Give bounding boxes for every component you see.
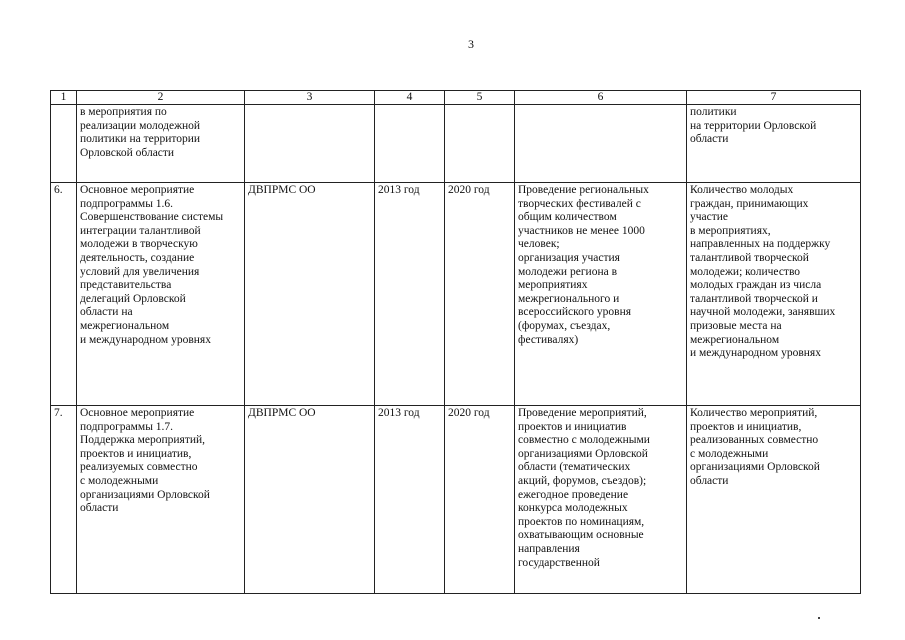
cell-number: 6.: [51, 183, 77, 406]
cell-start-year: 2013 год: [375, 406, 445, 594]
cell-end-year: [445, 105, 515, 183]
column-number-4: 4: [375, 91, 445, 105]
column-number-6: 6: [515, 91, 687, 105]
table-row-continuation: [51, 105, 861, 183]
cell-executor: ДВПРМС ОО: [245, 183, 375, 406]
column-number-7: 7: [687, 91, 861, 105]
cell-indicator: политики на территории Орловской области: [687, 105, 861, 183]
column-number-1: 1: [51, 91, 77, 105]
cell-executor: [245, 105, 375, 183]
cell-expected-result: [515, 105, 687, 183]
cell-end-year: 2020 год: [445, 406, 515, 594]
cell-start-year: 2013 год: [375, 183, 445, 406]
cell-expected-result: Проведение региональных творческих фестивалей с общим количеством участников не менее 1000 человек; организация участия молодежи региона в мероприятиях межрегионального и всероссийского уровня (форумах, съездах, фестивалях): [515, 183, 687, 406]
table-row: [51, 183, 861, 406]
page-number: 3: [468, 37, 474, 51]
column-number-2: 2: [77, 91, 245, 105]
column-number-5: 5: [445, 91, 515, 105]
cell-start-year: [375, 105, 445, 183]
cell-measure-name: Основное мероприятие подпрограммы 1.6. Совершенствование системы интеграции талантливой молодежи в творческую деятельность, создание условий для увеличения представительства делегаций Орловской области на межрегиональном и международном уровнях: [77, 183, 245, 406]
scan-speck: [818, 617, 820, 619]
cell-indicator: Количество молодых граждан, принимающих участие в мероприятиях, направленных на поддержку талантливой творческой молодежи; количество молодых граждан из числа талантливой творческой и научной молодежи, занявших призовые места на межрегиональном и международном уровнях: [687, 183, 861, 406]
measures-table: [50, 90, 861, 594]
column-number-3: 3: [245, 91, 375, 105]
cell-end-year: 2020 год: [445, 183, 515, 406]
cell-number: 7.: [51, 406, 77, 594]
table-header-row: [51, 91, 861, 105]
cell-number: [51, 105, 77, 183]
cell-indicator: Количество мероприятий, проектов и инициатив, реализованных совместно с молодежными организациями Орловской области: [687, 406, 861, 594]
table-row: [51, 406, 861, 594]
cell-executor: ДВПРМС ОО: [245, 406, 375, 594]
cell-expected-result: Проведение мероприятий, проектов и инициатив совместно с молодежными организациями Орловской области (тематических акций, форумов, съездов); ежегодное проведение конкурса молодежных проектов по номинациям, охватывающим основные направления государственной: [515, 406, 687, 594]
cell-measure-name: Основное мероприятие подпрограммы 1.7. Поддержка мероприятий, проектов и инициатив, реализуемых совместно с молодежными организациями Орловской области: [77, 406, 245, 594]
cell-measure-name: в мероприятия по реализации молодежной политики на территории Орловской области: [77, 105, 245, 183]
